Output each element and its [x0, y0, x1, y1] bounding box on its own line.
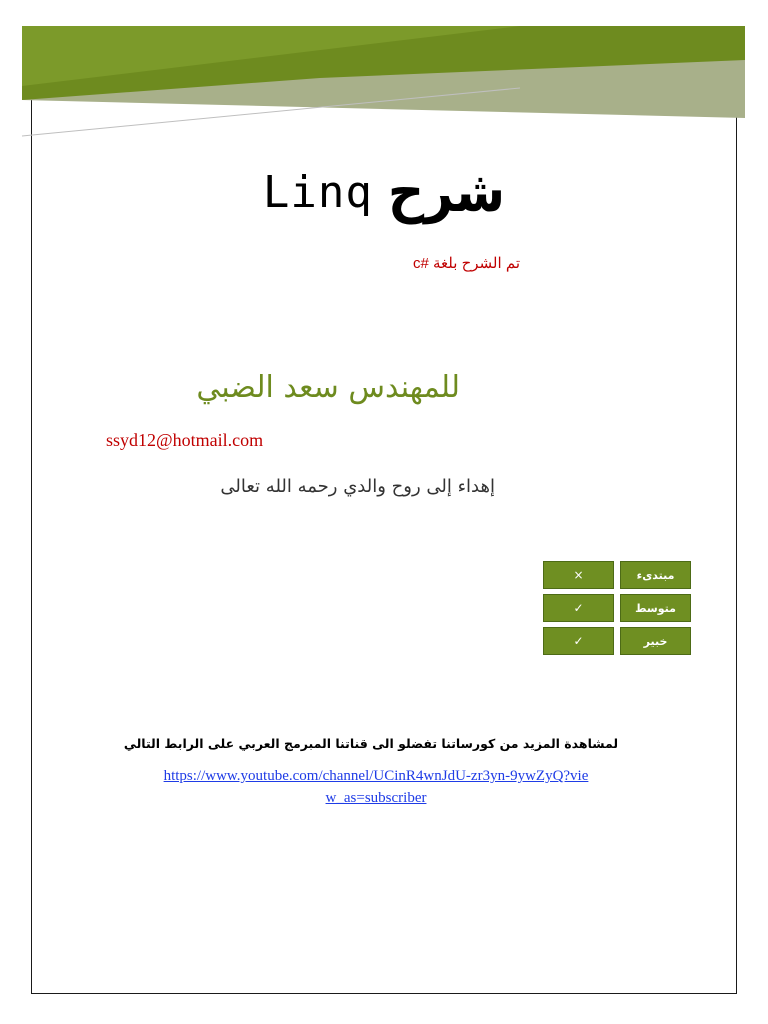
level-mark-beginner: × — [543, 561, 614, 589]
level-mark-expert: ✓ — [543, 627, 614, 655]
title-arabic: شرح — [387, 160, 506, 225]
author-email: ssyd12@hotmail.com — [106, 430, 264, 450]
page-title — [0, 160, 768, 225]
level-mark-intermediate: ✓ — [543, 594, 614, 622]
title-latin: Linq — [262, 167, 373, 218]
author-name: للمهندس سعد الضبي — [196, 370, 460, 405]
subtitle: تم الشرح بلغة #c — [413, 255, 520, 272]
level-label-expert: خبير — [620, 627, 691, 655]
youtube-channel-link[interactable]: https://www.youtube.com/channel/UCinR4wnJdU-zr3yn-9ywZyQ?view_as=subscriber — [163, 768, 589, 806]
level-row-beginner — [543, 561, 691, 589]
header-banner — [0, 0, 768, 140]
more-courses-text: لمشاهدة المزيد من كورساتنا تفضلو الى قناتنا المبرمج العربي على الرابط التالي — [123, 736, 619, 751]
level-label-beginner: مبتدىء — [620, 561, 691, 589]
level-row-expert — [543, 627, 691, 655]
level-table — [543, 561, 691, 660]
level-row-intermediate — [543, 594, 691, 622]
dedication: إهداء إلى روح والدي رحمه الله تعالى — [220, 476, 495, 497]
level-label-intermediate: متوسط — [620, 594, 691, 622]
